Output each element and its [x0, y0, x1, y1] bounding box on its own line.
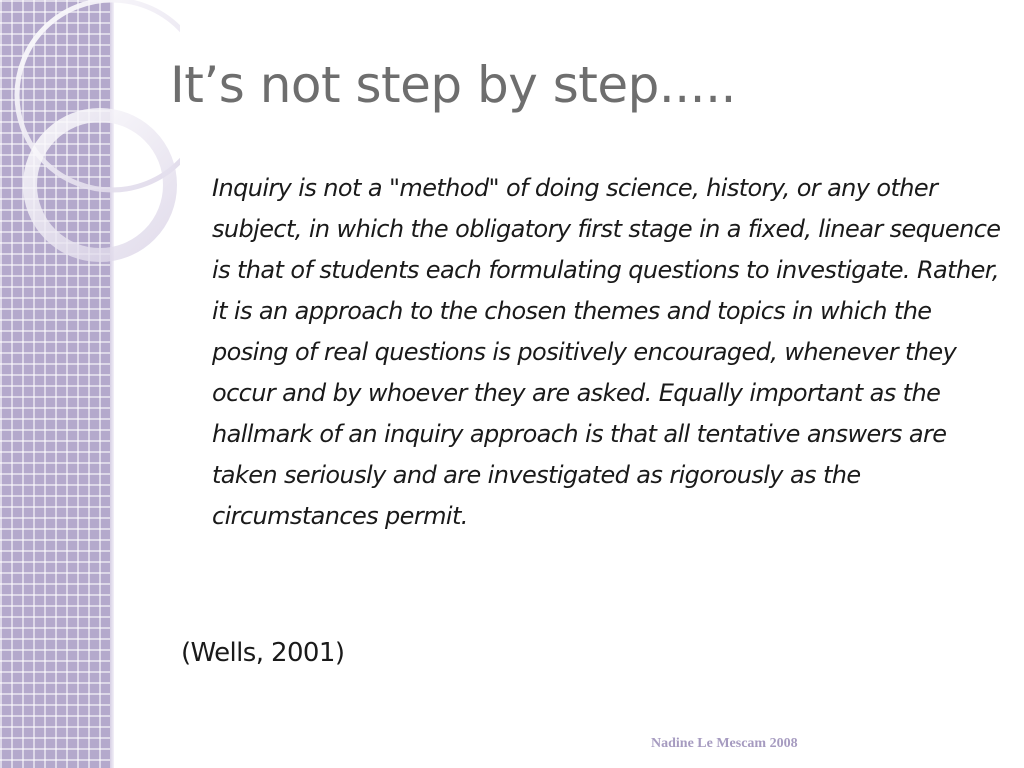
citation: (Wells, 2001) [181, 638, 345, 668]
slide-title: It’s not step by step..... [170, 56, 736, 114]
quote-text: Inquiry is not a "method" of doing science, history, or any other subject, in which the obligatory first stage in a fixed, linear sequence is that of students each formulating questions to investigate. Rather, it is an approach to the chosen themes and topics in which the posing of real questions is positively encouraged, whenever they occur and by whoever they are asked. Equally important as the hallmark of an inquiry approach is that all tentative answers are taken seriously and are investigated as rigorously as the circumstances permit. [212, 174, 1001, 530]
footer-author: Nadine Le Mescam 2008 [651, 736, 798, 751]
decorative-rings [0, 0, 180, 270]
